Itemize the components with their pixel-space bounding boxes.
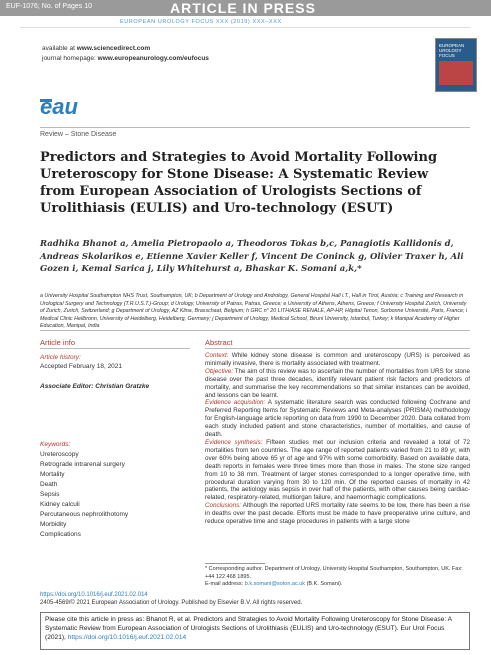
section-label: Review – Stone Disease [40,131,117,138]
author-list: Radhika Bhanot a, Amelia Pietropaolo a, Theodoros Tokas b,c, Panagiotis Kallidonis d, Andreas Skolarikos e, Etienne Xavier Keller f, Vincent De Coninck g, Olivier Traxer h, Ali Gozen i, Kemal Sarica j, Lily Whitehurst a, Bhaskar K. Somani a,k,* [40,239,464,274]
journal-line: EUROPEAN UROLOGY FOCUS XXX (2019) XXX–XXX [120,19,282,25]
keyword: Morbidity [40,521,67,528]
keyword: Percutaneous nephrolithotomy [40,511,129,518]
abstract-heading: Abstract [205,338,233,347]
article-in-press-label: ARTICLE IN PRESS [170,0,316,16]
citation-text: Please cite this article in press as: Bhanot R, et al. Predictors and Strategies to Avoid Mortality Following Ureteroscopy for Stone Disease: A Systematic Review from European Association of Urologists Sections of Urolithiasis (EULIS) and Uro-technology (ESUT). Eur Urol Focus (2021), [45,616,452,641]
objective-text: The aim of this review was to ascertain the number of mortalities from URS for stone disease over the past three decades, identify relevant patient risk factors and predictors of mortality, and summarise the key recommendations so that similar instances can be avoided, and lessons can be learnt. [205,367,470,399]
affiliations: a University Hospital Southampton NHS Trust, Southampton, UK; b Department of Urology and Andrology, General Hospital Hall i.T., Hall in Tirol, Austria; c Training and Research in Urological Surgery and Technology (T.R.U.S.T.)-Group; d Urology, University of Patras, Patras, Greece; e University of Athens, Athens, Greece; f University Hospital Zurich, University of Zurich, Zurich, Switzerland; g Department of Urology, AZ Klina, Brasschaat, Belgium; h GRC n° 20 LITHIASE RENALE, AP-HP, Hôpital Tenon, Sorbonne Université, Paris, France; i Medical Clinic Heilbronn, University of Heidelberg, Heidelberg, Germany; j Department of Urology, Medical School, Biruni University, Istanbul, Turkey; k Manipal Academy of Higher Education, Manipal, India [40,293,468,329]
cover-photo [439,61,473,85]
top-banner [0,0,491,16]
divider [205,348,470,349]
email-suffix: (B.K. Somani). [306,581,343,587]
acquisition-label: Evidence acquisition: [205,399,266,407]
divider [40,330,470,331]
context-text: While kidney stone disease is common and ureteroscopy (URS) is perceived as minimally invasive, there is mortality associated with treatment. [205,352,471,367]
sciencedirect-link[interactable]: www.sciencedirect.com [76,45,151,52]
keyword: Sepsis [40,491,60,498]
journal-cover-image [435,38,477,92]
citation-box [40,612,470,650]
article-title: Predictors and Strategies to Avoid Mortality Following Ureteroscopy for Stone Disease: A Systematic Review from European Association of Urologists Sections of Urolithiasis (EULIS) and Uro-technology (ESUT) [40,150,438,216]
correspondence-note [205,566,470,589]
context-label: Context: [205,352,229,359]
keyword: Kidney calculi [40,501,80,508]
cover-title-line1: EUROPEAN [439,43,465,48]
history-label: Article history: [40,354,81,361]
homepage-label: journal homepage: [42,55,96,62]
article-info-heading: Article info [40,338,76,347]
objective-label: Objective: [205,367,233,375]
footnote-divider [205,563,265,564]
homepage-link[interactable]: www.europeanurology.com/eufocus [97,55,209,62]
availability-block [42,44,209,64]
citation-doi-link[interactable]: https://doi.org/10.1016/j.euf.2021.02.014 [67,634,187,641]
article-ref: EUF-1076; No. of Pages 10 [6,3,92,10]
keyword: Retrograde intrarenal surgery [40,461,125,468]
email-link[interactable]: b.k.somani@soton.ac.uk [244,581,306,587]
synthesis-label: Evidence synthesis: [205,438,263,446]
keyword: Mortality [40,471,65,478]
accepted-date: Accepted February 18, 2021 [40,363,123,370]
corresponding-author: * Corresponding author. Department of Urology, University Hospital Southampton, Southampton, UK. Fax: +44 122 468 1895. [205,566,463,580]
abstract-body [205,352,470,526]
conclusions-text: Although the reported URS mortality rate seems to be low, there has been a rise in deaths over the past decade. Efforts must be made to have preoperative urine culture, and reduce operative time and stage procedures in patients with a large stone [205,502,470,526]
keywords-label: Keywords: [40,441,71,448]
divider [40,348,190,349]
synthesis-text: Fifteen studies met our inclusion criteria and revealed a total of 72 mortalities from ten countries. The age range of reported patients varied from 21 to 89 yr, with over 60% being above 65 yr of age and 97% with some comorbidity. Based on available data, death reports in females were three times more than those in males. The stone size ranged from 10 to 38 mm. Treatment of larger stones corresponded to a longer operative time, with procedural duration varying from 30 to 120 min. Of the reported causes of mortality in 42 patients, the aetiology was sepsis in over half of the patients, with other causes being cardiac-related, respiratory-related, multiorgan failure, and haemorrhagic complications. [205,438,471,502]
divider [40,127,470,128]
doi-link[interactable]: https://doi.org/10.1016/j.euf.2021.02.014 [40,592,148,598]
article-history [40,353,190,371]
divider [20,27,470,28]
copyright: 2405-4569/© 2021 European Association of Urology. Published by Elsevier B.V. All rights reserved. [40,600,303,606]
eau-logo: eau [40,94,78,119]
acquisition-text: A systematic literature search was conducted following Cochrane and Preferred Reporting Items for Systematic Reviews and Meta-analyses (PRISMA) methodology for English-language article reporting on data from 1990 to December 2020. Data collated from each study included patient and stone characteristics, number of mortalities, and cause of death. [205,399,470,439]
cover-title-line2: UROLOGY FOCUS [439,48,462,58]
keywords-block [40,440,128,540]
keyword: Ureteroscopy [40,451,79,458]
conclusions-label: Conclusions: [205,502,242,510]
associate-editor: Associate Editor: Christian Gratzke [40,383,150,390]
keyword: Complications [40,531,81,538]
available-label: available at [42,45,75,52]
email-label: E-mail address: [205,581,244,587]
keyword: Death [40,481,58,488]
